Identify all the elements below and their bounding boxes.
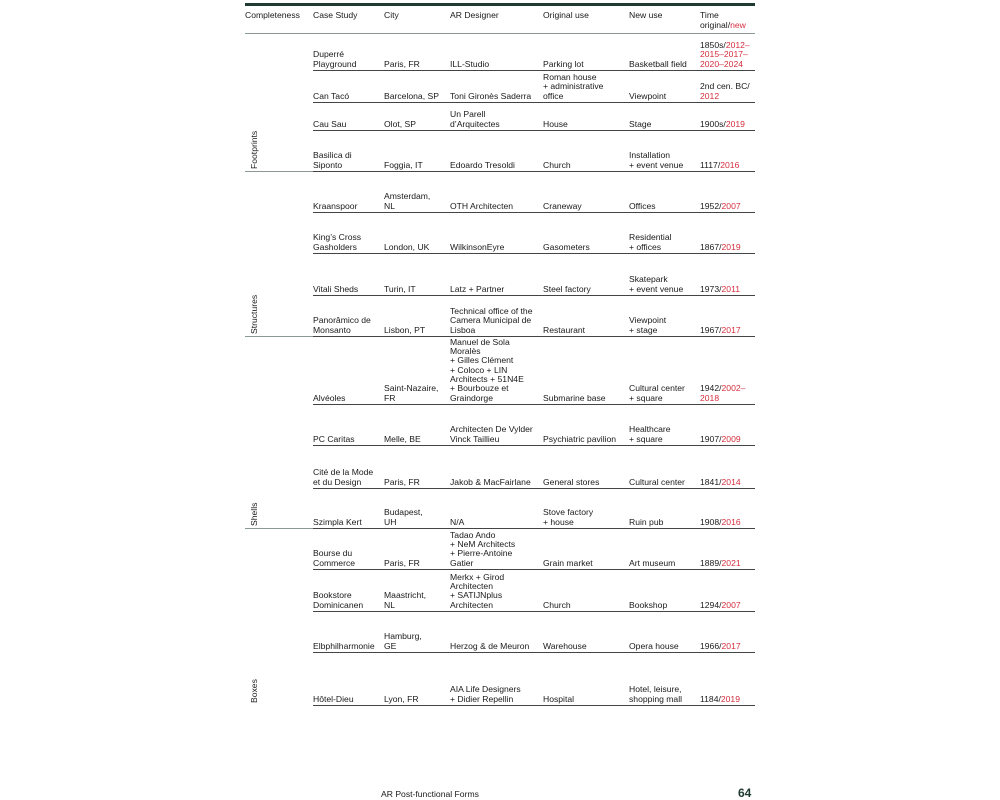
cell-case-study: King’s Cross Gasholders xyxy=(313,232,362,252)
time-new: 2017 xyxy=(721,640,741,651)
cell-new-use: Residential + offices xyxy=(629,232,672,252)
cell-original-use: Church xyxy=(543,159,571,170)
cell-original-use: Grain market xyxy=(543,557,593,568)
row-rule xyxy=(313,611,755,612)
cell-ar-designer: Toni Gironès Saderra xyxy=(450,90,532,101)
row-rule xyxy=(313,295,755,296)
cell-original-use: House xyxy=(543,118,568,129)
row-rule xyxy=(313,404,755,405)
group-label-shells: Shells xyxy=(249,502,259,526)
cell-new-use: Cultural center + square xyxy=(629,383,685,403)
row-rule xyxy=(313,70,755,71)
row-rule xyxy=(313,652,755,653)
cell-city: Saint-Nazaire, FR xyxy=(384,383,439,403)
cell-ar-designer: OTH Architecten xyxy=(450,200,514,211)
cell-case-study: Cau Sau xyxy=(313,118,347,129)
page xyxy=(245,0,755,800)
cell-time xyxy=(700,82,750,101)
cell-city: Lyon, FR xyxy=(384,693,419,704)
cell-case-study: Duperré Playground xyxy=(313,49,357,69)
time-original: 1967/ xyxy=(700,324,722,335)
cell-time xyxy=(700,642,741,651)
time-original: 1867/ xyxy=(700,241,722,252)
cell-new-use: Hotel, leisure, shopping mall xyxy=(629,684,683,704)
header-city: City xyxy=(384,10,399,20)
header-original-use: Original use xyxy=(543,10,589,20)
cell-original-use: General stores xyxy=(543,476,600,487)
group-rule xyxy=(245,336,313,337)
cell-original-use: Parking lot xyxy=(543,58,584,69)
time-original: 2nd cen. BC/ xyxy=(700,81,750,92)
header-time-original: original/ xyxy=(700,19,731,30)
cell-ar-designer: N/A xyxy=(450,516,465,527)
row-rule xyxy=(313,705,755,706)
time-new: 2007 xyxy=(721,599,741,610)
row-rule xyxy=(313,253,755,254)
cell-case-study: Bookstore Dominicanen xyxy=(313,590,364,610)
time-original: 1908/ xyxy=(700,516,722,527)
cell-ar-designer: WilkinsonEyre xyxy=(450,241,505,252)
group-rule xyxy=(245,528,313,529)
time-original: 1966/ xyxy=(700,640,722,651)
cell-city: Paris, FR xyxy=(384,58,420,69)
cell-time xyxy=(700,161,739,170)
cell-new-use: Opera house xyxy=(629,640,679,651)
cell-city: Maastricht, NL xyxy=(384,590,427,610)
time-new: 2017 xyxy=(721,324,741,335)
cell-new-use: Healthcare + square xyxy=(629,424,671,444)
cell-case-study: Alvéoles xyxy=(313,392,346,403)
time-new: 2012– 2015–2017– 2020–2024 xyxy=(700,40,750,69)
time-original: 1942/ xyxy=(700,383,722,394)
cell-original-use: Stove factory + house xyxy=(543,507,594,527)
cell-original-use: Gasometers xyxy=(543,241,590,252)
cell-city: Lisbon, PT xyxy=(384,324,426,335)
header-ar-designer: AR Designer xyxy=(450,10,499,20)
cell-city: Foggia, IT xyxy=(384,159,423,170)
cell-ar-designer: Merkx + Girod Architecten + SATIJNplus Architecten xyxy=(450,571,505,610)
cell-city: Turin, IT xyxy=(384,283,416,294)
cell-original-use: Roman house + administrative office xyxy=(543,72,604,101)
time-new: 2019 xyxy=(725,118,745,129)
cell-original-use: Hospital xyxy=(543,693,575,704)
row-rule xyxy=(313,171,755,172)
cell-case-study: Szimpla Kert xyxy=(313,516,362,527)
cell-new-use: Art museum xyxy=(629,557,676,568)
time-original: 1294/ xyxy=(700,599,722,610)
time-new: 2021 xyxy=(721,557,741,568)
cell-city: Olot, SP xyxy=(384,118,416,129)
header-time xyxy=(700,11,746,30)
time-new: 2009 xyxy=(721,433,741,444)
footer-title: AR Post-functional Forms xyxy=(381,789,479,799)
row-rule xyxy=(313,336,755,337)
time-original: 1841/ xyxy=(700,476,722,487)
row-rule xyxy=(313,212,755,213)
cell-new-use: Skatepark + event venue xyxy=(629,274,684,294)
cell-case-study: Kraanspoor xyxy=(313,200,358,211)
header-time-new: new xyxy=(730,19,746,30)
time-new: 2007 xyxy=(721,200,741,211)
cell-original-use: Steel factory xyxy=(543,283,591,294)
cell-case-study: Bourse du Commerce xyxy=(313,548,356,568)
time-new: 2014 xyxy=(721,476,741,487)
cell-ar-designer: Technical office of the Camera Municipal de Lisboa xyxy=(450,306,533,335)
cell-time xyxy=(700,285,740,294)
cell-case-study: PC Caritas xyxy=(313,433,355,444)
cell-time xyxy=(700,435,741,444)
header-new-use: New use xyxy=(629,10,663,20)
cell-city: Barcelona, SP xyxy=(384,90,439,101)
time-original: 1900s/ xyxy=(700,118,726,129)
cell-case-study: Basilica di Siponto xyxy=(313,150,352,170)
cell-ar-designer: ILL-Studio xyxy=(450,58,490,69)
time-original: 1889/ xyxy=(700,557,722,568)
time-new: 2019 xyxy=(720,693,740,704)
header-completeness: Completeness xyxy=(245,10,300,20)
cell-ar-designer: AIA Life Designers + Didier Repellin xyxy=(450,684,521,704)
cell-original-use: Psychiatric pavilion xyxy=(543,433,617,444)
cell-time xyxy=(700,202,741,211)
cell-ar-designer: Edoardo Tresoldi xyxy=(450,159,515,170)
cell-new-use: Viewpoint + stage xyxy=(629,315,667,335)
group-label-boxes: Boxes xyxy=(249,679,259,703)
cell-original-use: Restaurant xyxy=(543,324,586,335)
header-case-study: Case Study xyxy=(313,10,358,20)
header-time-label: Time xyxy=(700,10,719,20)
time-original: 1184/ xyxy=(700,693,721,704)
cell-case-study: Hôtel-Dieu xyxy=(313,693,354,704)
time-new: 2011 xyxy=(721,283,740,294)
top-rule xyxy=(245,3,755,6)
cell-original-use: Church xyxy=(543,599,571,610)
cell-new-use: Ruin pub xyxy=(629,516,664,527)
cell-case-study: Cité de la Mode et du Design xyxy=(313,467,374,487)
cell-ar-designer: Herzog & de Meuron xyxy=(450,640,530,651)
cell-time xyxy=(700,120,745,129)
time-new: 2016 xyxy=(721,516,741,527)
cell-ar-designer: Architecten De Vylder Vinck Taillieu xyxy=(450,424,533,444)
cell-ar-designer: Un Parell d’Arquitectes xyxy=(450,109,500,129)
cell-city: Paris, FR xyxy=(384,476,420,487)
cell-city: London, UK xyxy=(384,241,430,252)
time-new: 2019 xyxy=(721,241,741,252)
cell-time xyxy=(700,384,745,403)
cell-time xyxy=(700,601,741,610)
row-rule xyxy=(313,102,755,103)
cell-original-use: Warehouse xyxy=(543,640,587,651)
cell-city: Budapest, UH xyxy=(384,507,423,527)
time-new: 2002– 2018 xyxy=(700,383,746,403)
cell-time xyxy=(700,41,750,69)
cell-new-use: Offices xyxy=(629,200,656,211)
group-label-structures: Structures xyxy=(249,294,259,334)
row-rule xyxy=(313,528,755,529)
time-original: 1952/ xyxy=(700,200,722,211)
cell-case-study: Elbphilharmonie xyxy=(313,640,375,651)
cell-ar-designer: Jakob & MacFairlane xyxy=(450,476,531,487)
row-rule xyxy=(313,445,755,446)
time-original: 1117/ xyxy=(700,159,721,170)
cell-ar-designer: Latz + Partner xyxy=(450,283,505,294)
cell-time xyxy=(700,326,741,335)
cell-new-use: Basketball field xyxy=(629,58,687,69)
cell-ar-designer: Tadao Ando + NeM Architects + Pierre-Antoine Gatier xyxy=(450,529,516,568)
cell-city: Paris, FR xyxy=(384,557,420,568)
time-original: 1973/ xyxy=(700,283,722,294)
cell-time xyxy=(700,518,741,527)
row-rule xyxy=(313,130,755,131)
cell-city: Hamburg, GE xyxy=(384,631,422,651)
time-new: 2012 xyxy=(700,90,720,101)
cell-new-use: Stage xyxy=(629,118,652,129)
group-rule xyxy=(245,171,313,172)
group-label-footprints: Footprints xyxy=(249,130,259,169)
cell-new-use: Viewpoint xyxy=(629,90,667,101)
cell-new-use: Cultural center xyxy=(629,476,685,487)
cell-city: Amsterdam, NL xyxy=(384,191,431,211)
cell-case-study: Can Tacó xyxy=(313,90,350,101)
cell-new-use: Bookshop xyxy=(629,599,668,610)
page-number: 64 xyxy=(738,786,752,800)
cell-time xyxy=(700,243,741,252)
row-rule xyxy=(313,569,755,570)
row-rule xyxy=(313,488,755,489)
cell-time xyxy=(700,559,741,568)
header-rule xyxy=(245,33,755,34)
cell-ar-designer: Manuel de Sola Moralès + Gilles Clément + Coloco + LIN Architects + 51N4E + Bourbouze et Graindorge xyxy=(450,336,524,403)
cell-original-use: Submarine base xyxy=(543,392,606,403)
time-original: 1907/ xyxy=(700,433,722,444)
cell-case-study: Panorâmico de Monsanto xyxy=(313,315,371,335)
time-new: 2016 xyxy=(720,159,740,170)
cell-city: Melle, BE xyxy=(384,433,421,444)
time-original: 1850s/ xyxy=(700,40,726,51)
cell-original-use: Craneway xyxy=(543,200,582,211)
cell-time xyxy=(700,695,740,704)
cell-time xyxy=(700,478,741,487)
cell-case-study: Vitali Sheds xyxy=(313,283,359,294)
cell-new-use: Installation + event venue xyxy=(629,150,684,170)
